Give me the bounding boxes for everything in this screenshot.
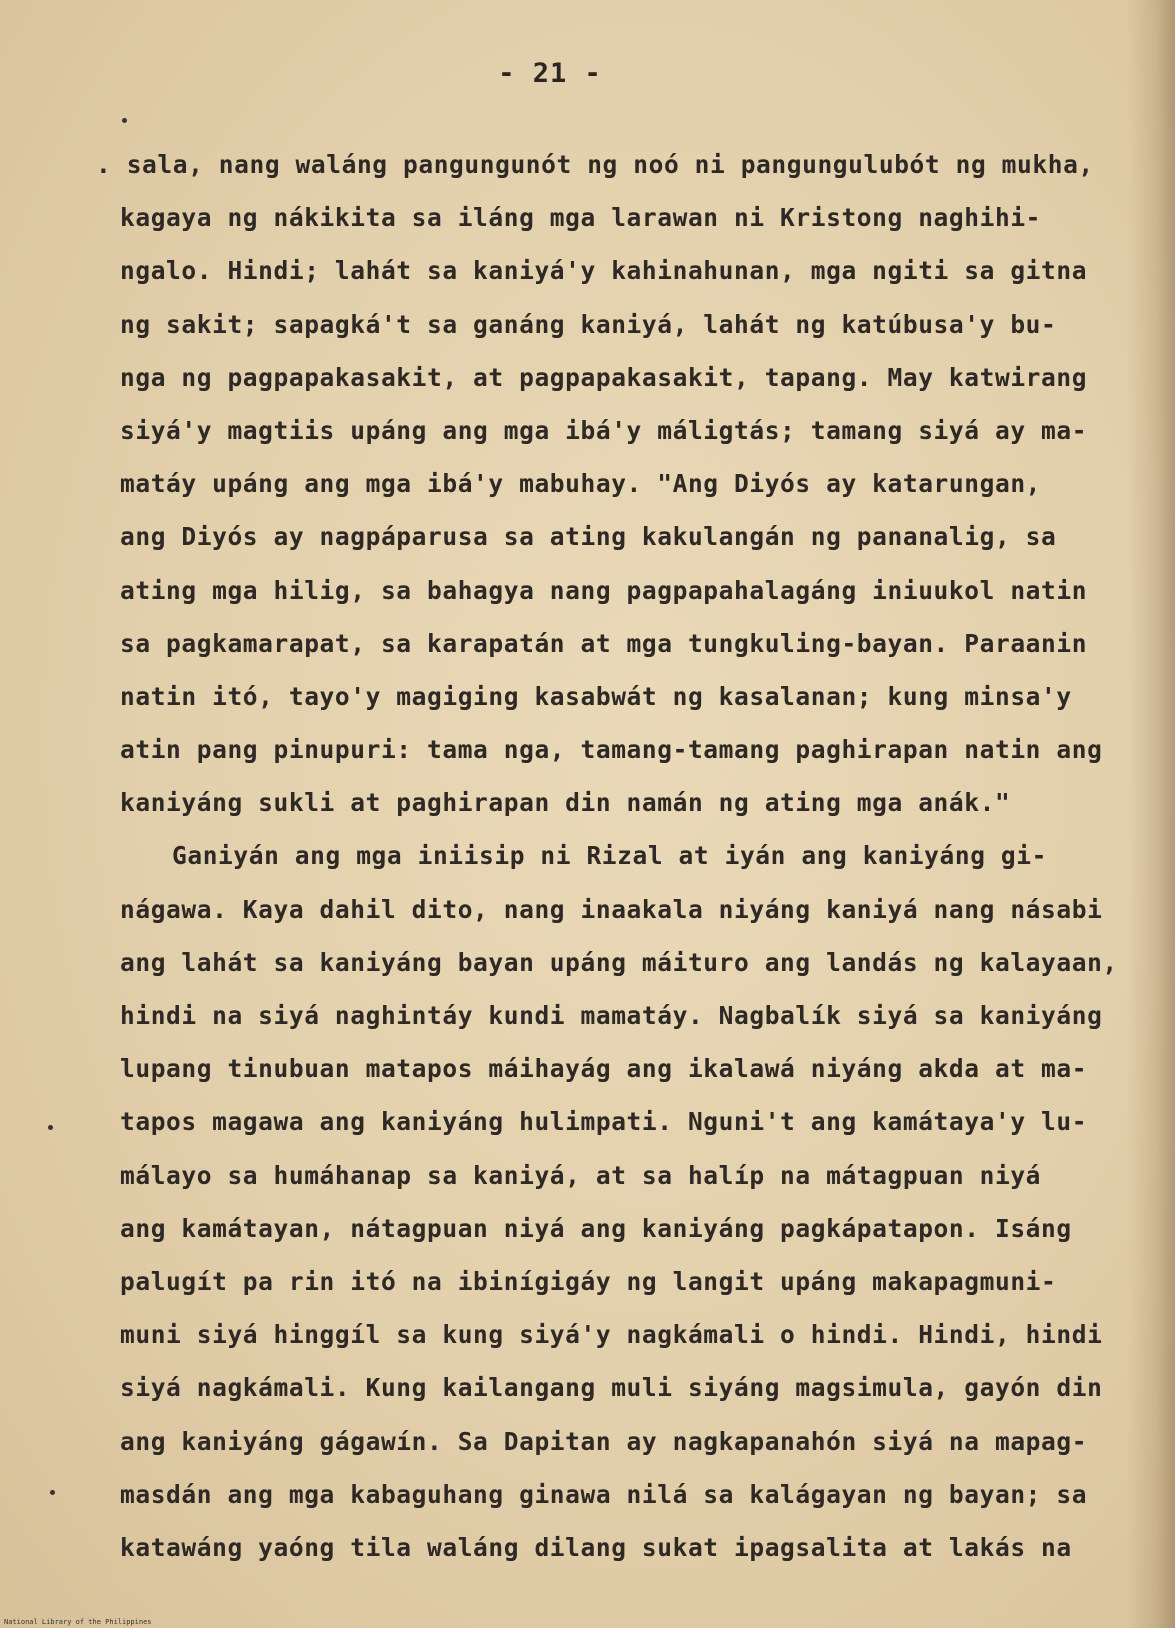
ink-speck [122,118,127,123]
text-line: atin pang pinupuri: tama nga, tamang-tamang paghirapan natin ang [120,735,1103,765]
text-line: ang kamátayan, nátagpuan niyá ang kaniyáng pagkápatapon. Isáng [120,1213,1072,1243]
page-edge-shadow [1127,0,1175,1628]
text-line: palugít pa rin itó na ibinígigáy ng langit upáng makapagmuni- [120,1266,1057,1296]
text-line: ating mga hilig, sa bahagya nang pagpapahalagáng iniuukol natin [120,575,1088,605]
text-line: siyá'y magtiis upáng ang mga ibá'y máligtás; tamang siyá ay ma- [120,415,1088,445]
text-line: kaniyáng sukli at paghirapan din namán ng ating mga anák." [120,788,1011,818]
text-line: nga ng pagpapakasakit, at pagpapakasakit, tapang. May katwirang [120,362,1088,392]
text-line: nágawa. Kaya dahil dito, nang inaakala niyáng kaniyá nang násabi [120,894,1103,924]
text-line: ang lahát sa kaniyáng bayan upáng máituro ang landás ng kalayaan, [120,947,1118,977]
text-line: . sala, nang waláng pangungunót ng noó ni pangungulubót ng mukha, [96,150,1094,179]
text-line: ang kaniyáng gágawín. Sa Dapitan ay nagkapanahón siyá na mapag- [120,1426,1088,1456]
page-number: - 21 - [498,58,602,89]
text-line: málayo sa humáhanap sa kaniyá, at sa halíp na mátagpuan niyá [120,1160,1042,1190]
library-credit: National Library of the Philippines [4,1618,152,1626]
text-line: matáy upáng ang mga ibá'y mabuhay. "Ang Diyós ay katarungan, [120,469,1042,499]
text-line: siyá nagkámali. Kung kailangang muli siyáng magsimula, gayón din [120,1373,1103,1403]
text-line: tapos magawa ang kaniyáng hulimpati. Nguni't ang kamátaya'y lu- [120,1107,1088,1137]
text-line: ngalo. Hindi; lahát sa kaniyá'y kahinahunan, mga ngiti sa gitna [120,256,1088,286]
text-line: masdán ang mga kabaguhang ginawa nilá sa kalágayan ng bayan; sa [120,1479,1088,1509]
text-line: lupang tinubuan matapos máihayág ang ikalawá niyáng akda at ma- [120,1054,1088,1084]
text-line: kagaya ng nákikita sa iláng mga larawan ni Kristong naghihi- [120,203,1042,233]
ink-speck [50,1490,55,1495]
paragraph-start-line: Ganiyán ang mga iniisip ni Rizal at iyán ang kaniyáng gi- [172,841,1047,871]
text-line: ng sakit; sapagká't sa ganáng kaniyá, lahát ng katúbusa'y bu- [120,309,1057,339]
text-line: ang Diyós ay nagpáparusa sa ating kakulangán ng pananalig, sa [120,522,1057,552]
text-line: hindi na siyá naghintáy kundi mamatáy. Nagbalík siyá sa kaniyáng [120,1001,1103,1030]
body-text [96,138,1120,1574]
text-line: sa pagkamarapat, sa karapatán at mga tungkuling-bayan. Paraanin [120,628,1088,658]
text-line: muni siyá hinggíl sa kung siyá'y nagkámali o hindi. Hindi, hindi [120,1320,1103,1350]
ink-speck [48,1125,53,1130]
text-line: katawáng yaóng tila waláng dilang sukat ipagsalita at lakás na [120,1532,1072,1562]
text-line: natin itó, tayo'y magiging kasabwát ng kasalanan; kung minsa'y [120,681,1072,711]
